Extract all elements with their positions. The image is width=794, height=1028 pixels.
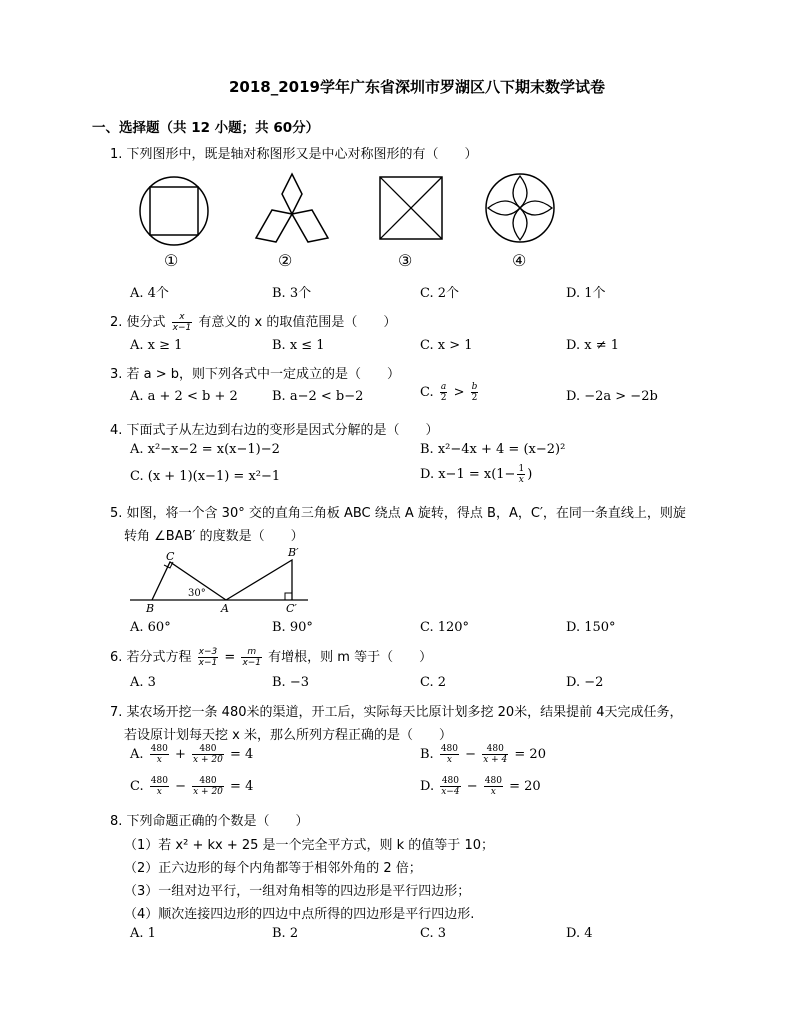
q3-option-a: A. a + 2 < b + 2 [130, 389, 238, 404]
q5-line1: 5. 如图，将一个含 30° 交的直角三角板 ABC 绕点 A 旋转，得点 B，A，C′，在同一条直线上，则旋 [110, 506, 686, 521]
q4-option-b: B. x²−4x + 4 = (x−2)² [420, 442, 566, 457]
q5-option-b: B. 90° [272, 620, 313, 635]
q7-line2: 若设原计划每天挖 x 米，那么所列方程正确的是（ ） [124, 728, 452, 743]
q2-option-c: C. x > 1 [420, 338, 473, 353]
q1-option-c: C. 2个 [420, 286, 460, 301]
figure-label-2: ② [278, 251, 293, 270]
q4-option-a: A. x²−x−2 = x(x−1)−2 [130, 442, 280, 457]
q7-line1: 7. 某农场开挖一条 480米的渠道，开工后，实际每天比原计划多挖 20米，结果提前 4天完成任务， [110, 705, 683, 720]
label-a: A [221, 602, 229, 615]
q3-option-c: C. $\frac{a}{2}$ > $\frac{b}{2}$ [420, 382, 478, 403]
q3-stem: 3. 若 a > b，则下列各式中一定成立的是（ ） [110, 367, 401, 382]
q8-option-c: C. 3 [420, 926, 447, 941]
q5-option-d: D. 150° [566, 620, 616, 635]
q6-option-b: B. −3 [272, 675, 309, 690]
q7-option-c: C. $\frac{480}{x}$ − $\frac{480}{x + 20}$ = 4 [130, 776, 254, 797]
q5-option-a: A. 60° [130, 620, 171, 635]
q1-stem: 1. 下列图形中，既是轴对称图形又是中心对称图形的有（ ） [110, 147, 478, 162]
figure-label-4: ④ [512, 251, 527, 270]
figure-label-3: ③ [398, 251, 413, 270]
figure-label-1: ① [164, 251, 179, 270]
q1-option-d: D. 1个 [566, 286, 606, 301]
q8-option-b: B. 2 [272, 926, 299, 941]
q4-option-c: C. (x + 1)(x−1) = x²−1 [130, 469, 281, 484]
triangle-rotation-figure [130, 545, 310, 615]
q6-option-a: A. 3 [130, 675, 156, 690]
q4-stem: 4. 下面式子从左边到右边的变形是因式分解的是（ ） [110, 423, 439, 438]
label-30deg: 30° [188, 588, 206, 599]
q3-option-d: D. −2a > −2b [566, 389, 658, 404]
figure-square-diagonals [378, 175, 444, 241]
figure-circle-petals [484, 172, 556, 244]
q2-stem: 2. 使分式 $\frac{x}{x-1}$ 有意义的 x 的取值范围是（ ） [110, 312, 397, 333]
q2-option-b: B. x ≤ 1 [272, 338, 325, 353]
q8-item-4: （4）顺次连接四边形的四边中点所得的四边形是平行四边形. [124, 907, 475, 922]
q6-stem: 6. 若分式方程 $\frac{x-3}{x-1}$ = $\frac{m}{x-1}$ 有增根，则 m 等于（ ） [110, 647, 433, 668]
label-b-prime: B′ [288, 546, 299, 559]
q7-option-b: B. $\frac{480}{x}$ − $\frac{480}{x + 4}$ = 20 [420, 744, 546, 765]
q2-option-a: A. x ≥ 1 [130, 338, 183, 353]
q4-option-d: D. x−1 = x(1− $\frac{1}{x}$ ) [420, 464, 533, 485]
q8-item-2: （2）正六边形的每个内角都等于相邻外角的 2 倍； [124, 861, 422, 876]
q1-option-b: B. 3个 [272, 286, 312, 301]
q7-option-a: A. $\frac{480}{x}$ + $\frac{480}{x + 20}$ = 4 [130, 744, 254, 765]
figure-three-rhombus [252, 172, 332, 246]
q8-item-1: （1）若 x² + kx + 25 是一个完全平方式，则 k 的值等于 10； [124, 838, 494, 853]
q8-stem: 8. 下列命题正确的个数是（ ） [110, 814, 309, 829]
q5-option-c: C. 120° [420, 620, 470, 635]
label-c: C [166, 550, 175, 563]
figure-circle-square [138, 175, 210, 247]
q2-option-d: D. x ≠ 1 [566, 338, 619, 353]
q1-option-a: A. 4个 [130, 286, 169, 301]
q3-option-b: B. a−2 < b−2 [272, 389, 364, 404]
q8-option-d: D. 4 [566, 926, 593, 941]
q6-option-d: D. −2 [566, 675, 604, 690]
q5-line2: 转角 ∠BAB′ 的度数是（ ） [124, 529, 304, 544]
q7-option-d: D. $\frac{480}{x-4}$ − $\frac{480}{x}$ = 20 [420, 776, 541, 797]
label-c-prime: C′ [286, 602, 297, 615]
q8-option-a: A. 1 [130, 926, 156, 941]
q6-option-c: C. 2 [420, 675, 447, 690]
section-heading: 一、选择题（共 12 小题；共 60分） [92, 120, 320, 136]
label-b: B [146, 602, 155, 615]
q8-item-3: （3）一组对边平行，一组对角相等的四边形是平行四边形； [124, 884, 471, 899]
page-title: 2018_2019学年广东省深圳市罗湖区八下期末数学试卷 [229, 78, 605, 96]
